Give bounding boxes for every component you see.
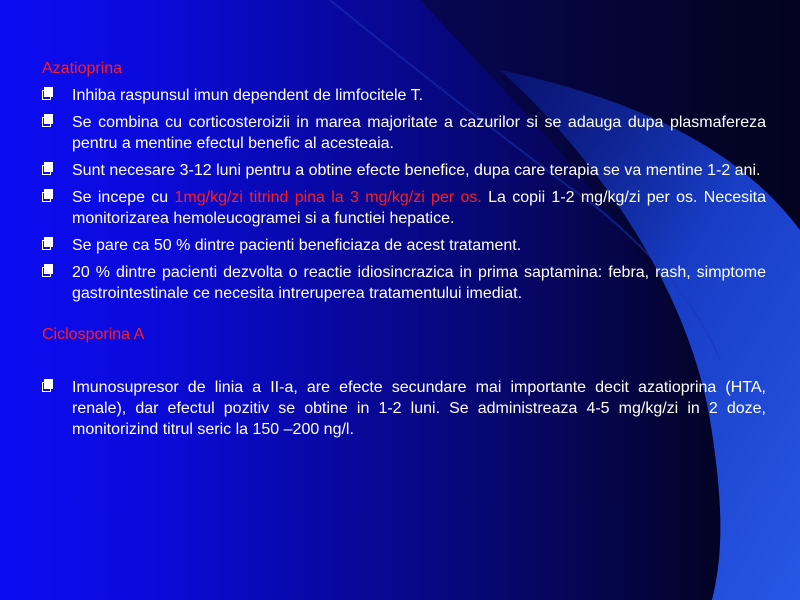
bullet-text: Se combina cu corticosteroizii in marea majoritate a cazurilor si se adauga dupa plasmafereza pentru a mentine efectul benefic al acesteaia. [72, 114, 766, 152]
section-gap [42, 345, 766, 371]
bullet-text-suffix: La copii 1-2 mg/kg/zi per os. Necesita monitorizarea hemoleucogramei si a functiei hepatice. [72, 189, 767, 227]
dose-highlight: 1mg/kg/zi titrind pina la 3 mg/kg/zi per os. [174, 189, 482, 206]
slide-content [42, 58, 766, 440]
checkbox-bullet-icon [42, 162, 53, 174]
checkbox-bullet-icon [42, 237, 53, 249]
checkbox-bullet-icon [42, 189, 53, 201]
bullet-list-ciclosporina [42, 377, 766, 440]
section-gap [42, 304, 766, 324]
section-heading-ciclosporina: Ciclosporina A [42, 326, 145, 343]
bullet-text: Inhiba raspunsul imun dependent de limfocitele T. [72, 87, 424, 104]
checkbox-bullet-icon [42, 114, 53, 126]
bullet-item [42, 112, 766, 154]
bullet-text: Se pare ca 50 % dintre pacienti beneficiaza de acest tratament. [72, 237, 522, 254]
bullet-text: Imunosupresor de linia a II-a, are efecte secundare mai importante decit azatioprina (HTA, renale), dar efectul pozitiv se obtine in 1-2 luni. Se administreaza 4-5 mg/kg/zi in 2 doze, monitorizind titrul seric la 150 –200 ng/l. [72, 379, 766, 438]
bullet-item [42, 85, 766, 106]
bullet-item [42, 262, 766, 304]
checkbox-bullet-icon [42, 264, 53, 276]
bullet-text: 20 % dintre pacienti dezvolta o reactie idiosincrazica in prima saptamina: febra, rash, simptome gastrointestinale ce necesita intreruperea tratamentului imediat. [72, 264, 766, 302]
bullet-item [42, 187, 766, 229]
bullet-list-azatioprina [42, 85, 766, 304]
bullet-item [42, 377, 766, 440]
checkbox-bullet-icon [42, 87, 53, 99]
section-heading-azatioprina: Azatioprina [42, 60, 123, 77]
bullet-item [42, 235, 766, 256]
bullet-item [42, 160, 766, 181]
bullet-text: Sunt necesare 3-12 luni pentru a obtine efecte benefice, dupa care terapia se va mentine 1-2 ani. [72, 162, 761, 179]
checkbox-bullet-icon [42, 379, 53, 391]
bullet-text-prefix: Se incepe cu [72, 189, 175, 206]
